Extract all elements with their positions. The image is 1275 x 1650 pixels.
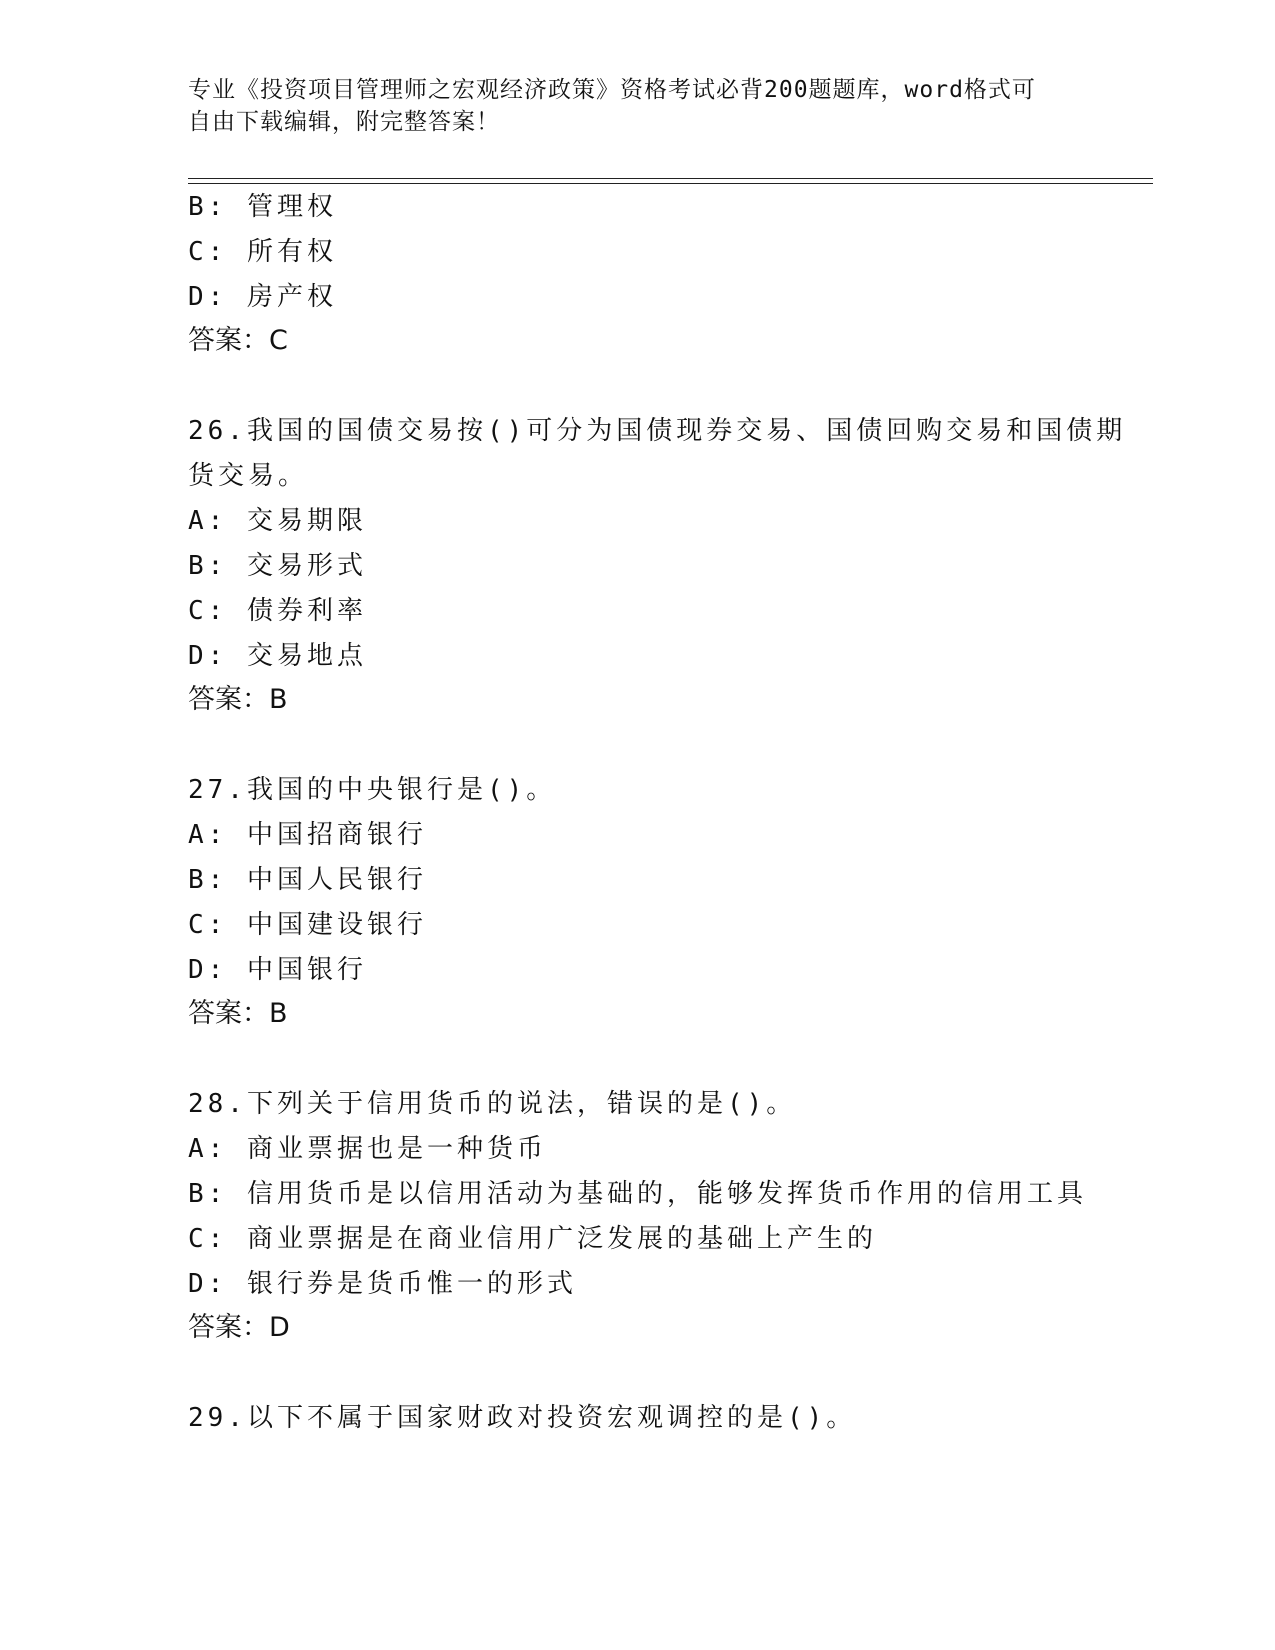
option-c: C: 商业票据是在商业信用广泛发展的基础上产生的	[188, 1224, 877, 1254]
option-a: A: 商业票据也是一种货币	[188, 1134, 547, 1164]
answer-line: 答案：D	[188, 1312, 290, 1343]
option-d: D: 银行券是货币惟一的形式	[188, 1269, 577, 1299]
header-divider-bottom	[188, 183, 1153, 184]
answer-line: 答案：B	[188, 998, 288, 1029]
option-c: C: 中国建设银行	[188, 910, 427, 940]
option-c: C: 所有权	[188, 237, 337, 267]
option-d: D: 房产权	[188, 282, 337, 312]
answer-line: 答案：C	[188, 325, 288, 356]
option-b: B: 管理权	[188, 192, 337, 222]
question-stem: 26.我国的国债交易按()可分为国债现券交易、国债回购交易和国债期	[188, 416, 1127, 446]
page-header	[188, 74, 1088, 138]
header-line-2: 自由下载编辑，附完整答案！	[188, 109, 500, 135]
header-divider-top	[188, 178, 1153, 179]
question-stem-cont: 货交易。	[188, 461, 309, 491]
option-b: B: 中国人民银行	[188, 865, 427, 895]
question-stem: 29.以下不属于国家财政对投资宏观调控的是()。	[188, 1403, 857, 1433]
option-a: A: 交易期限	[188, 506, 367, 536]
question-stem: 28.下列关于信用货币的说法，错误的是()。	[188, 1089, 797, 1119]
question-stem: 27.我国的中央银行是()。	[188, 775, 557, 805]
option-b: B: 交易形式	[188, 551, 367, 581]
option-d: D: 交易地点	[188, 641, 367, 671]
option-b: B: 信用货币是以信用活动为基础的，能够发挥货币作用的信用工具	[188, 1179, 1087, 1209]
option-d: D: 中国银行	[188, 955, 367, 985]
option-a: A: 中国招商银行	[188, 820, 427, 850]
answer-line: 答案：B	[188, 684, 288, 715]
option-c: C: 债券利率	[188, 596, 367, 626]
header-line-1: 专业《投资项目管理师之宏观经济政策》资格考试必背200题题库，word格式可	[188, 77, 1036, 103]
